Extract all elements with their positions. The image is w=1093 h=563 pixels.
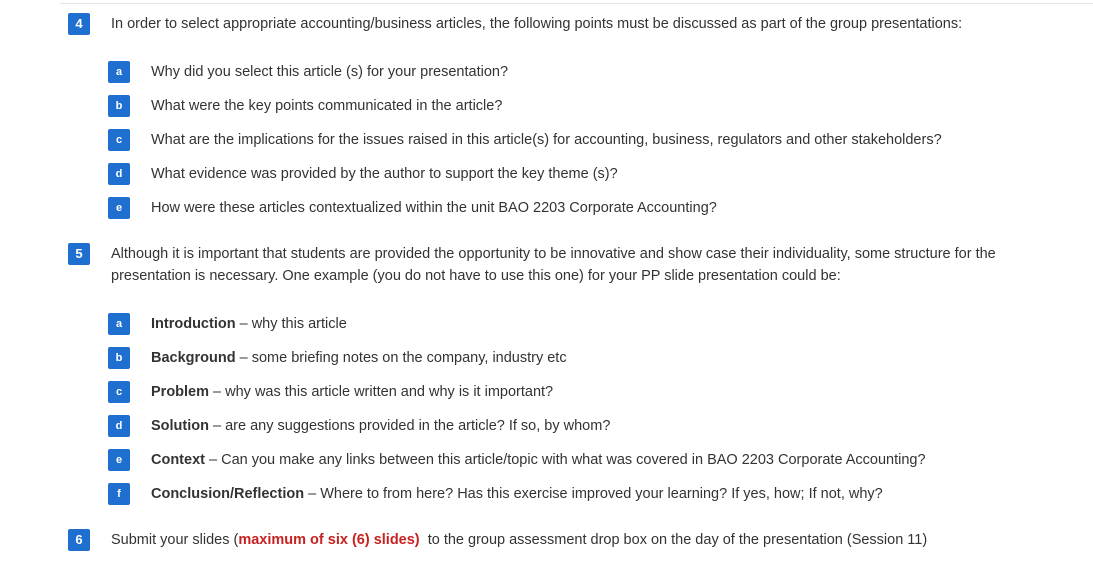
item-letter-badge: d xyxy=(108,415,130,437)
item-letter-badge: b xyxy=(108,95,130,117)
list-item xyxy=(151,381,553,403)
section-5-text-line-2: presentation is necessary. One example (you do not have to use this one) for your PP slide presentation could be: xyxy=(111,268,841,284)
list-item xyxy=(151,415,610,437)
list-item-title: Solution xyxy=(151,418,209,434)
section-6-highlight: maximum of six (6) slides) xyxy=(238,532,420,548)
section-number-badge: 5 xyxy=(68,243,90,265)
list-item-text: – why this article xyxy=(235,316,347,332)
list-item-title: Context xyxy=(151,452,205,468)
section-number-badge: 6 xyxy=(68,529,90,551)
list-item xyxy=(151,483,883,505)
list-item-text: – some briefing notes on the company, industry etc xyxy=(235,350,567,366)
list-item-text: – Can you make any links between this article/topic with what was covered in BAO 2203 Corporate Accounting? xyxy=(204,452,926,468)
list-item-text: What evidence was provided by the author to support the key theme (s)? xyxy=(151,166,618,182)
list-item-text: What are the implications for the issues raised in this article(s) for accounting, business, regulators and other stakeholders? xyxy=(151,132,942,148)
item-letter-badge: b xyxy=(108,347,130,369)
list-item xyxy=(151,313,347,335)
list-item-text: What were the key points communicated in the article? xyxy=(151,98,503,114)
list-item-title: Conclusion/Reflection xyxy=(151,486,305,502)
item-letter-badge: a xyxy=(108,61,130,83)
item-letter-badge: e xyxy=(108,449,130,471)
item-letter-badge: f xyxy=(108,483,130,505)
list-item-text: – Where to from here? Has this exercise improved your learning? If yes, how; If not, why? xyxy=(304,486,883,502)
section-5-text-line-1: Although it is important that students are provided the opportunity to be innovative and show case their individuality, some structure for the xyxy=(111,246,996,262)
item-letter-badge: d xyxy=(108,163,130,185)
section-6-text-before: Submit your slides ( xyxy=(111,532,239,548)
list-item-text: Why did you select this article (s) for your presentation? xyxy=(151,64,509,80)
item-letter-badge: a xyxy=(108,313,130,335)
section-4-text: In order to select appropriate accounting/business articles, the following points must be discussed as part of the group presentations: xyxy=(111,16,963,32)
list-item-text: – why was this article written and why is it important? xyxy=(209,384,554,400)
list-item xyxy=(151,449,926,471)
list-item-text: – are any suggestions provided in the article? If so, by whom? xyxy=(209,418,611,434)
section-6-text xyxy=(111,529,927,551)
list-item-title: Introduction xyxy=(151,316,236,332)
list-item-title: Problem xyxy=(151,384,210,400)
item-letter-badge: c xyxy=(108,381,130,403)
list-item xyxy=(151,347,567,369)
list-item-text: How were these articles contextualized within the unit BAO 2203 Corporate Accounting? xyxy=(151,200,717,216)
item-letter-badge: e xyxy=(108,197,130,219)
section-6-text-after: to the group assessment drop box on the day of the presentation (Session 11) xyxy=(419,532,928,548)
item-letter-badge: c xyxy=(108,129,130,151)
top-divider xyxy=(60,3,1093,4)
list-item-title: Background xyxy=(151,350,236,366)
section-number-badge: 4 xyxy=(68,13,90,35)
